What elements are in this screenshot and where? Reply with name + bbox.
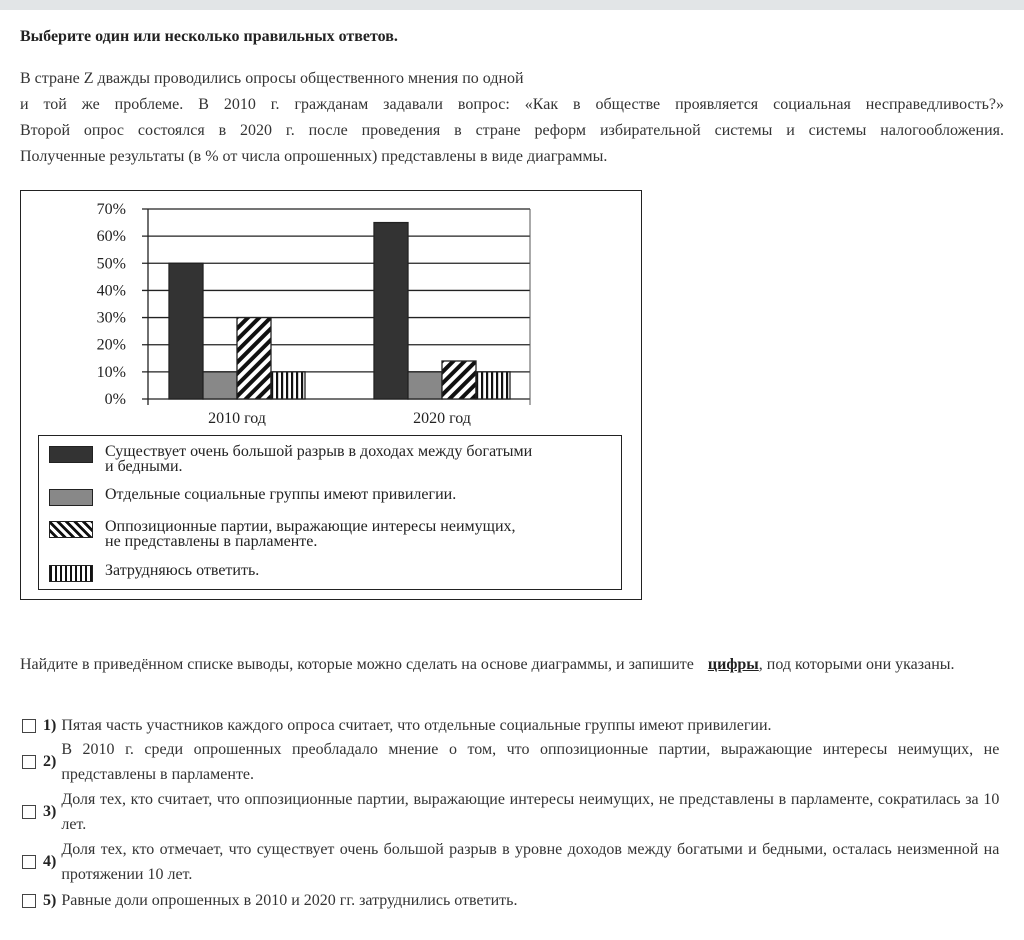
x-category-label: 2010 год xyxy=(208,410,266,427)
top-bar xyxy=(0,0,1024,10)
legend-label: Существует очень большой разрыв в доходах между богатыми xyxy=(105,443,533,460)
option-number: 2) xyxy=(43,753,57,770)
checkbox[interactable] xyxy=(22,805,36,819)
answer-option-2[interactable] xyxy=(22,737,999,787)
checkbox[interactable] xyxy=(22,719,36,733)
option-text: Равные доли опрошенных в 2010 и 2020 гг. затруднились ответить. xyxy=(61,892,518,909)
answer-option-3[interactable] xyxy=(22,787,999,837)
legend-swatch-dark xyxy=(49,446,93,463)
legend-swatch-diagonal-hatch xyxy=(49,521,93,538)
bar-solid-dark-1 xyxy=(169,263,203,399)
answer-option-1[interactable] xyxy=(22,713,772,738)
intro-line: и той же проблеме. В 2010 г. гражданам задавали вопрос: «Как в обществе проявляется социальная несправедливость?» xyxy=(20,96,1004,113)
y-tick-label: 60% xyxy=(96,228,126,246)
x-category-label: 2020 год xyxy=(413,410,471,427)
bar-solid-gray-1 xyxy=(203,372,237,399)
legend-label: не представлены в парламенте. xyxy=(105,533,318,550)
checkbox[interactable] xyxy=(22,894,36,908)
bar-diagonal-hatch-1 xyxy=(237,318,271,399)
answer-option-5[interactable] xyxy=(22,888,517,913)
instruction-heading: Выберите один или несколько правильных ответов. xyxy=(20,28,398,45)
y-tick-label: 70% xyxy=(96,201,126,218)
bar-vertical-hatch-1 xyxy=(271,372,305,399)
y-tick-label: 50% xyxy=(96,255,126,273)
answer-option-4[interactable] xyxy=(22,837,999,887)
intro-text xyxy=(20,66,1004,170)
legend-item xyxy=(49,519,605,549)
option-text: Пятая часть участников каждого опроса считает, что отдельные социальные группы имеют привилегии. xyxy=(61,717,772,734)
bar-solid-gray-2 xyxy=(408,372,442,399)
bar-solid-dark-2 xyxy=(374,223,408,399)
legend-label: Затрудняюсь ответить. xyxy=(105,562,260,579)
chart-legend xyxy=(38,435,622,590)
y-tick-label: 40% xyxy=(96,282,126,300)
legend-label: Отдельные социальные группы имеют привилегии. xyxy=(105,486,457,503)
intro-line: Полученные результаты (в % от числа опрошенных) представлены в виде диаграммы. xyxy=(20,148,608,165)
intro-line: Второй опрос состоялся в 2020 г. после проведения в стране реформ избирательной системы и системы налогообложения. xyxy=(20,122,1004,139)
bar-vertical-hatch-2 xyxy=(476,372,510,399)
question-text: Найдите в приведённом списке выводы, которые можно сделать на основе диаграммы, и запишите xyxy=(20,656,694,673)
legend-item xyxy=(49,487,605,506)
option-text: В 2010 г. среди опрошенных преобладало мнение о том, что оппозиционные партии, выражающие интересы неимущих, не представлены в парламенте. xyxy=(61,741,1000,783)
option-number: 4) xyxy=(43,853,57,870)
question-text-end: , под которыми они указаны. xyxy=(758,656,955,673)
legend-swatch-gray xyxy=(49,489,93,506)
legend-label: Оппозиционные партии, выражающие интересы неимущих, xyxy=(105,518,516,535)
legend-swatch-vertical-hatch xyxy=(49,565,93,582)
checkbox[interactable] xyxy=(22,855,36,869)
option-number: 1) xyxy=(43,716,57,734)
bar-diagonal-hatch-2 xyxy=(442,361,476,399)
legend-label: и бедными. xyxy=(105,458,183,475)
question-accent: цифры xyxy=(707,656,759,673)
intro-line: В стране Z дважды проводились опросы общественного мнения по одной xyxy=(20,70,524,87)
legend-item xyxy=(49,563,605,582)
y-tick-label: 30% xyxy=(96,309,126,327)
bar-chart xyxy=(21,191,643,431)
y-tick-label: 10% xyxy=(96,363,126,381)
task-question xyxy=(20,652,1004,678)
legend-item xyxy=(49,444,605,474)
option-text: Доля тех, кто отмечает, что существует очень большой разрыв в уровне доходов между богатыми и бедными, осталась неизменной на протяжении 10 лет. xyxy=(61,841,1000,883)
option-text: Доля тех, кто считает, что оппозиционные партии, выражающие интересы неимущих, не представлены в парламенте, сократилась за 10 лет. xyxy=(61,791,1000,833)
checkbox[interactable] xyxy=(22,755,36,769)
y-tick-label: 0% xyxy=(104,391,126,408)
option-number: 5) xyxy=(43,891,57,909)
chart-frame xyxy=(20,190,642,600)
option-number: 3) xyxy=(43,803,57,820)
y-tick-label: 20% xyxy=(96,336,126,354)
